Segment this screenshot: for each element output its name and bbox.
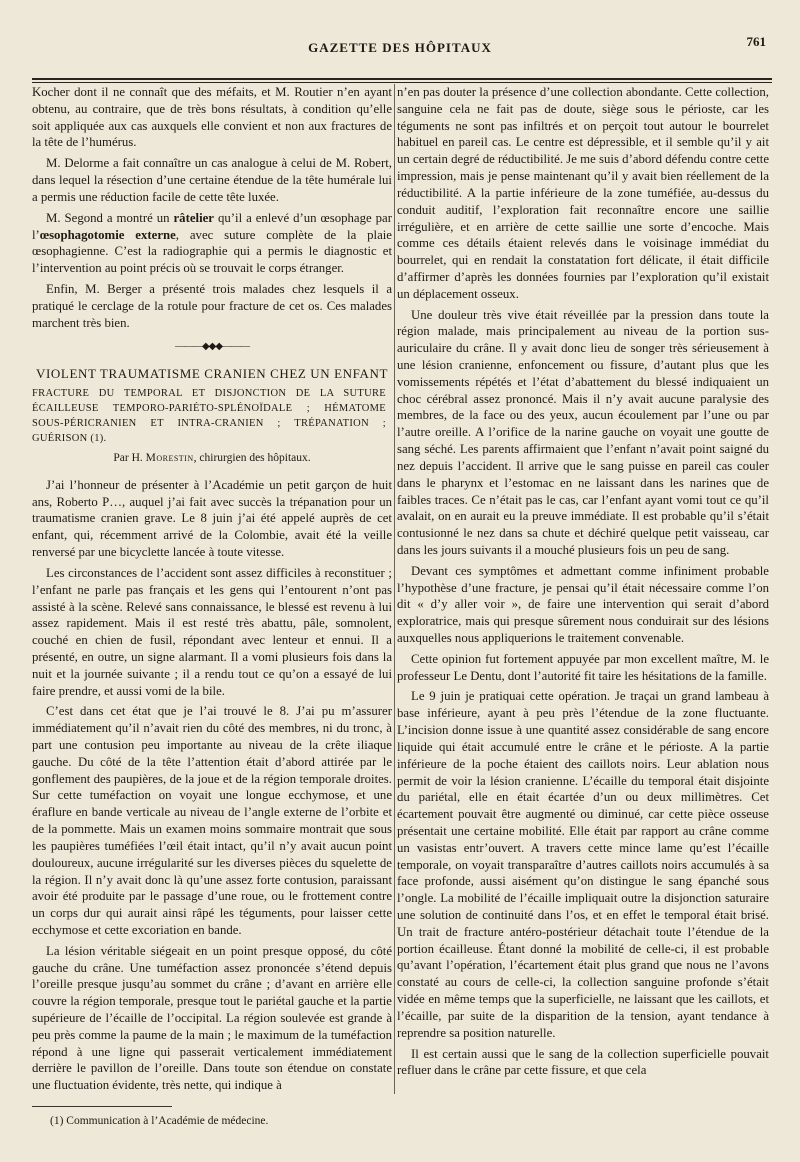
text-run: M. Segond a montré un (46, 210, 174, 225)
footnote-rule (32, 1106, 172, 1107)
page-number: 761 (746, 34, 766, 49)
paragraph: La lésion véritable siégeait en un point presque opposé, du côté gauche du crâne. Une tuméfaction assez prononcée s’étend depuis l’oreille presque jusqu’au sommet du crâne ; d’avant en arrière elle couvre la région temporale, presque tout le pariétal gauche et la partie supérieure de l’écaille de l’occipital. La région soulevée est grande à peu près comme la paume de la main ; le maximum de la tuméfaction répond à une ligne qui passerait verticalement immédiatement derrière le pavillon de l’oreille. Dans toute son étendue on constate une fluctuation évidente, très nette, qui indique à (32, 943, 392, 1093)
page-header (30, 34, 770, 62)
paragraph: J’ai l’honneur de présenter à l’Académie un petit garçon de huit ans, Roberto P…, auquel j’ai fait avec succès la trépanation pour un traumatisme cranien grave. Le 8 juin j’ai été appelé auprès de cet enfant, qui, récemment arrivé de la Colombie, avait été la veille renversé par une bicyclette lancée à toute vitesse. (32, 477, 392, 560)
header-rule-thick (32, 78, 772, 80)
paragraph: Les circonstances de l’accident sont assez difficiles à reconstituer ; l’enfant ne parle pas français et les gens qui l’entourent n’ont pas assisté à la scène. Relevé sans connaissance, le blessé est revenu à lui assez rapidement. Mais il est resté très abattu, pâle, somnolent, couché en chien de fusil, répondant avec lenteur et ennui. Il a présenté, en outre, un signe alarmant. Il a vomi plusieurs fois dans la nuit et la journée suivante ; il a rendu tout ce qu’on a essayé de lui faire prendre, et aussi vomi de la bile. (32, 565, 392, 698)
author-prefix: Par H. (113, 452, 146, 464)
right-column (397, 84, 769, 1079)
journal-title: GAZETTE DES HÔPITAUX (308, 40, 492, 55)
article-subtitle: FRACTURE DU TEMPORAL ET DISJONCTION DE LA SUTURE ÉCAILLEUSE TEMPORO-PARIÉTO-SPLÉNOÏDALE ; HÉMATOME SOUS-PÉRICRANIEN ET INTRA-CRANIEN ; TRÉPANATION ; GUÉRISON (1). (32, 388, 386, 444)
text-run: , avec suture complète de la plaie œsophagienne. C’est la radiographie qui a permis le diagnostic et l’intervention au point précis où se trouvait le corps étranger. (32, 227, 392, 276)
paragraph: Le 9 juin je pratiquai cette opération. Je traçai un grand lambeau à base inférieure, ayant à peu près l’étendue de la zone fluctuante. L’incision donne issue à une quantité assez considérable de sang encore liquide qui était accumulé entre le crâne et le périoste. A la partie inférieure de la poche étaient des caillots noirs. Leur ablation nous permit de voir la lésion cranienne. L’écaille du temporal était disjointe du pariétal, elle en était écartée d’un ou deux millimètres. Cet écartement pouvait être augmenté ou diminué, car cette pièce osseuse présentait une certaine mobilité. Elle était par rapport au crâne comme un vasistas entr’ouvert. A travers cette mince lame qu’est l’écaille temporale, on voyait transparaître d’autres caillots noirs accumulés à sa face profonde, aussi aisément qu’on distingue le sang épanché sous l’ongle. La mobilité de l’écaille impliquait outre la disjonction saturaire une solution de continuité dans l’os, et en effet le temporal était brisé. Un trait de fracture antéro-postérieur détachait toute l’étendue de la portion écailleuse. Étant donné la mobilité de celle-ci, il est probable qu’avant l’opération, l’écartement était plus grand que nous ne l’avons constaté au cours de celle-ci, la collection sanguine profonde s’était vidée en même temps que la superficielle, ne laissant que les caillots, et l’écaille, par suite de la disparition de la tension, ayant tendance à reprendre sa position naturelle. (397, 689, 769, 1040)
bold-term: râtelier (173, 210, 214, 225)
header-rule-thin (32, 82, 772, 83)
article-author (32, 450, 392, 467)
left-column (32, 84, 392, 1094)
paragraph: C’est dans cet état que je l’ai trouvé le 8. J’ai pu m’assurer immédiatement qu’il n’avait rien du côté des membres, ni du tronc, à part une contusion peu importante au niveau de la crête iliaque gauche. Du côté de la tête l’attention était d’abord attirée par le gonflement des paupières, de la joue et de la région temporale droites. Sur cette tuméfaction on voyait une longue ecchymose, et une éraflure en bande verticale au niveau de l’angle externe de l’orbite et de la pommette. Mais un examen moins sommaire montrait que sous les paupières tuméfiées l’œil était intact, qu’il n’y avait aucun point douloureux, aucune irrégularité sur les diverses pièces du squelette de la région. Il n’y avait donc là qu’une assez forte contusion, paraissant avoir été produite par le passage d’une roue, ou le frottement contre un corps dur qui aurait ainsi râpé les téguments, pour laisser cette ecchymose et cette excoriation en bande. (32, 704, 392, 937)
paragraph: Enfin, M. Berger a présenté trois malades chez lesquels il a pratiqué le cerclage de la rotule pour fracture de cet os. Ces malades marchent très bien. (32, 281, 392, 330)
section-divider: ———◆◆◆——— (174, 341, 250, 353)
paragraph: n’en pas douter la présence d’une collection abondante. Cette collection, sanguine cela ne fait pas de doute, siège sous le périoste, car les téguments ne sont pas infiltrés et on perçoit tout autour le bourrelet habituel en pareil cas. Le centre est dépressible, et il semble qu’il y ait un certain degré de réductibilité. Je me suis d’abord défendu contre cette impression, mais je pense maintenant qu’il y avait bien réellement de la réductibilité. A la partie inférieure de la zone tuméfiée, au-dessus du conduit auditif, l’exploration fait reconnaître encore une saillie irrégulière, et en arrière de cette saillie une sorte d’encoche. Mais comme ces détails étaient relevés dans le voisinage immédiat du bourrelet, qui en rendait la constatation fort délicate, il était difficile d’affirmer d’après les données fournies par l’exploration qu’il existait un déplacement osseux. (397, 85, 769, 301)
paragraph: M. Delorme a fait connaître un cas analogue à celui de M. Robert, dans lequel la résection d’une certaine étendue de la tête humérale lui a permis une réduction facile de cette tête luxée. (32, 156, 392, 204)
author-suffix: , chirurgien des hôpitaux. (193, 452, 311, 464)
footnote: (1) Communication à l’Académie de médecine. (50, 1115, 269, 1127)
bold-term: œsophagotomie externe (39, 227, 176, 242)
column-separator (394, 84, 395, 1094)
author-name: Morestin (145, 452, 194, 464)
paragraph: Il est certain aussi que le sang de la collection superficielle pouvait refluer dans le crâne par cette fissure, et que cela (397, 1046, 769, 1078)
paragraph: Une douleur très vive était réveillée par la pression dans toute la région malade, mais principalement au niveau de la portion sus-auriculaire du crâne. Il y avait donc lieu de songer très sérieusement à une lésion cranienne, enfoncement ou fissure, d’autant plus que les vomissements répétés et l’état d’abattement du blessé indiquaient un choc cérébral assez prononcé. Mais il n’y avait aucune paralysie des membres, de la face ou des yeux, aucun écoulement par l’une ou par l’autre oreille. A l’orifice de la narine gauche on voyait une goutte de sang séché. Les parents affirmaient que l’enfant n’avait point saigné du nez depuis l’accident. Il arrive que le sang puisse en pareil cas couler dans le pharynx et l’estomac en ne laissant dans les narines que de faibles traces. Ce n’était pas le cas, car l’enfant ayant vomi tout ce qu’il avalait, on en aurait eu la preuve immédiate. Il est probable qu’il s’était contusionné le nez dans sa chute et déchiré quelque petit vaisseau, car dans les jours suivants il a mouché plusieurs fois un peu de sang. (397, 307, 769, 557)
article-title: VIOLENT TRAUMATISME CRANIEN CHEZ UN ENFANT (36, 366, 388, 382)
segond-paragraph (32, 210, 392, 277)
paragraph: Devant ces symptômes et admettant comme infiniment probable l’hypothèse d’une fracture, je pensai qu’il était nécessaire comme l’on dit « d’y aller voir », de faire une intervention qui serait d’abord exploratrice, mais qui presque sûrement nous conduirait sur des lésions auxquelles nous appliquerions le traitement convenable. (397, 563, 769, 645)
paragraph: Kocher dont il ne connaît que des méfaits, et M. Routier n’en ayant obtenu, au contraire, que de très bons résultats, à condition qu’elle soit appliquée aux cas auxquels elle convient et non aux fractures de la tête de l’humérus. (32, 85, 392, 150)
text-run: qu’il a enlevé d’un œsophage par l’ (32, 210, 392, 242)
paragraph: Cette opinion fut fortement appuyée par mon excellent maître, M. le professeur Le Dentu, dont l’autorité fit taire les hésitations de la famille. (397, 651, 769, 683)
